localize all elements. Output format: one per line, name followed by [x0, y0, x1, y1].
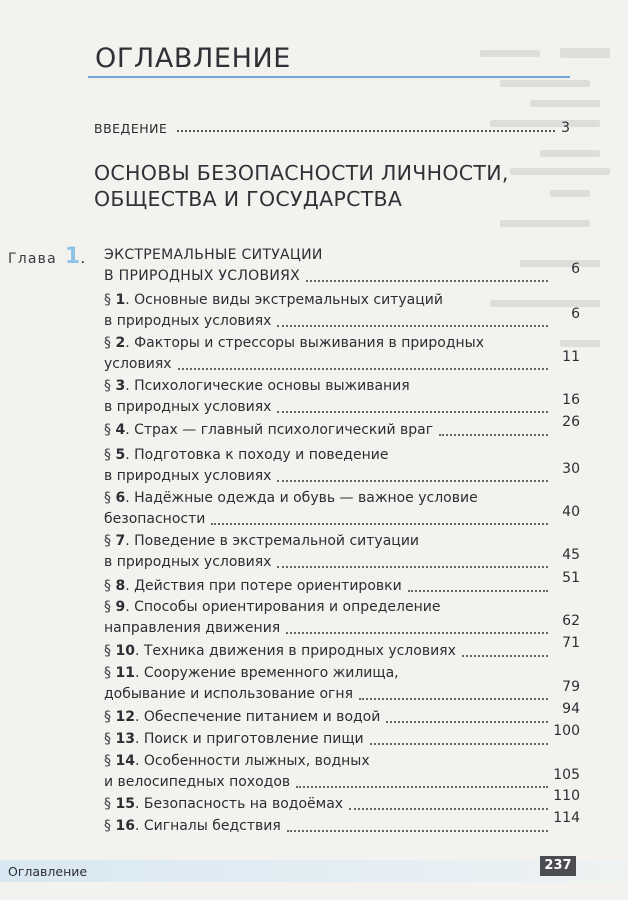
- paragraph-title-line: § 12. Обеспечение питанием и водой: [104, 709, 381, 725]
- dot-leader: [296, 786, 548, 788]
- section-sign: §: [104, 796, 111, 812]
- dot-leader: [211, 523, 548, 525]
- paragraph-page: 45: [562, 547, 580, 563]
- paragraph-title-line-1: § 5. Подготовка к походу и поведение: [104, 447, 389, 463]
- chapter-label: [8, 244, 85, 269]
- chapter-page: 6: [571, 261, 580, 277]
- paragraph-page: 11: [562, 349, 580, 365]
- paragraph-title-line-1: § 7. Поведение в экстремальной ситуации: [104, 533, 420, 549]
- paragraph-title-text: Основные виды экстремальных ситуаций: [134, 292, 443, 308]
- intro-label: ВВЕДЕНИЕ: [94, 121, 168, 136]
- dot-leader: [408, 590, 548, 592]
- section-sign: §: [104, 731, 111, 747]
- toc-paragraph-entry[interactable]: [104, 635, 580, 662]
- section-title: [94, 160, 509, 212]
- dot-leader: [287, 830, 548, 832]
- paragraph-page: 71: [562, 635, 580, 651]
- paragraph-number: 1: [115, 292, 126, 308]
- paragraph-page: 114: [553, 810, 580, 826]
- paragraph-page: 6: [571, 306, 580, 322]
- paragraph-title-line: § 4. Страх — главный психологический враг: [104, 422, 434, 438]
- chapter-dot: .: [80, 248, 86, 267]
- heading-rule: [88, 38, 570, 78]
- paragraph-title-text: Поведение в экстремальной ситуации: [134, 533, 420, 549]
- paragraph-title-text: Безопасность на водоёмах: [143, 796, 344, 812]
- section-sign: §: [104, 490, 111, 506]
- paragraph-title-line-1: § 11. Сооружение временного жилища,: [104, 665, 399, 681]
- paragraph-page: 62: [562, 613, 580, 629]
- paragraph-page: 26: [562, 414, 580, 430]
- paragraph-title-text: Обеспечение питанием и водой: [143, 709, 381, 725]
- paragraph-title-line-2: условиях: [104, 356, 172, 372]
- paragraph-page: 79: [562, 679, 580, 695]
- dot-leader: [462, 655, 548, 657]
- paragraph-title-text: Особенности лыжных, водных: [143, 753, 370, 769]
- page-title: ОГЛАВЛЕНИЕ: [95, 43, 291, 74]
- paragraph-title-line-1: § 2. Факторы и стрессоры выживания в природных: [104, 335, 484, 351]
- paragraph-page: 105: [553, 767, 580, 783]
- paragraph-title-text: Страх — главный психологический враг: [134, 422, 434, 438]
- toc-paragraph-entry[interactable]: [104, 488, 580, 530]
- section-sign: §: [104, 533, 111, 549]
- paragraph-title-text: Поиск и приготовление пищи: [143, 731, 364, 747]
- paragraph-number: 11: [115, 665, 135, 681]
- paragraph-title-line-2: в природных условиях: [104, 399, 272, 415]
- toc-paragraph-entry[interactable]: [104, 788, 580, 815]
- paragraph-title-line-2: добывание и использование огня: [104, 686, 353, 702]
- paragraph-title-line: § 16. Сигналы бедствия: [104, 818, 281, 834]
- dot-leader: [277, 480, 548, 482]
- section-sign: §: [104, 447, 111, 463]
- paragraph-title-line-1: § 14. Особенности лыжных, водных: [104, 753, 370, 769]
- toc-paragraph-entry[interactable]: [104, 290, 580, 332]
- chapter-title-line-1: ЭКСТРЕМАЛЬНЫЕ СИТУАЦИИ: [104, 247, 323, 263]
- paragraph-title-text: Техника движения в природных условиях: [143, 643, 456, 659]
- toc-paragraph-entry[interactable]: [104, 810, 580, 837]
- paragraph-number: 5: [115, 447, 126, 463]
- chapter-title-line-2: В ПРИРОДНЫХ УСЛОВИЯХ: [104, 268, 301, 284]
- paragraph-title-text: Подготовка к походу и поведение: [134, 447, 389, 463]
- footer-bar: [0, 860, 628, 882]
- paragraph-title-text: Сооружение временного жилища,: [143, 665, 399, 681]
- footer-label: Оглавление: [8, 864, 88, 879]
- paragraph-title-line-2: безопасности: [104, 511, 206, 527]
- dot-leader: [277, 566, 548, 568]
- paragraph-title-line-1: § 9. Способы ориентирования и определение: [104, 599, 441, 615]
- dot-leader: [359, 698, 548, 700]
- paragraph-page: 40: [562, 504, 580, 520]
- paragraph-title-text: Способы ориентирования и определение: [134, 599, 441, 615]
- section-sign: §: [104, 335, 111, 351]
- paragraph-number: 12: [115, 709, 135, 725]
- toc-paragraph-entry[interactable]: [104, 376, 580, 418]
- paragraph-number: 16: [115, 818, 135, 834]
- paragraph-number: 2: [115, 335, 126, 351]
- dot-leader: [306, 280, 548, 282]
- paragraph-page: 51: [562, 570, 580, 586]
- paragraph-title-line-2: в природных условиях: [104, 554, 272, 570]
- paragraph-title-line: § 8. Действия при потере ориентировки: [104, 578, 402, 594]
- paragraph-number: 4: [115, 422, 126, 438]
- paragraph-title-line-1: § 3. Психологические основы выживания: [104, 378, 410, 394]
- dot-leader: [177, 130, 555, 132]
- paragraph-title-line: § 13. Поиск и приготовление пищи: [104, 731, 364, 747]
- toc-paragraph-entry[interactable]: [104, 701, 580, 728]
- toc-intro-entry[interactable]: [94, 116, 570, 136]
- paragraph-number: 6: [115, 490, 126, 506]
- paragraph-number: 9: [115, 599, 126, 615]
- section-sign: §: [104, 578, 111, 594]
- paragraph-title-line-2: направления движения: [104, 620, 281, 636]
- section-sign: §: [104, 378, 111, 394]
- toc-paragraph-entry[interactable]: [104, 333, 580, 375]
- paragraph-page: 30: [562, 461, 580, 477]
- paragraph-number: 15: [115, 796, 135, 812]
- dot-leader: [349, 808, 548, 810]
- paragraph-number: 7: [115, 533, 126, 549]
- toc-paragraph-entry[interactable]: [104, 723, 580, 750]
- toc-paragraph-entry[interactable]: [104, 445, 580, 487]
- toc-chapter-entry[interactable]: [104, 245, 580, 287]
- paragraph-title-line-2: в природных условиях: [104, 468, 272, 484]
- dot-leader: [370, 743, 548, 745]
- section-sign: §: [104, 643, 111, 659]
- paragraph-title-line-2: и велосипедных походов: [104, 774, 291, 790]
- paragraph-number: 3: [115, 378, 126, 394]
- paragraph-title-text: Психологические основы выживания: [134, 378, 410, 394]
- paragraph-number: 13: [115, 731, 135, 747]
- paragraph-title-line-1: § 6. Надёжные одежда и обувь — важное условие: [104, 490, 478, 506]
- section-sign: §: [104, 818, 111, 834]
- section-sign: §: [104, 709, 111, 725]
- section-sign: §: [104, 422, 111, 438]
- section-sign: §: [104, 599, 111, 615]
- intro-page: 3: [561, 120, 570, 136]
- section-title-line-1: ОСНОВЫ БЕЗОПАСНОСТИ ЛИЧНОСТИ,: [94, 161, 509, 185]
- section-sign: §: [104, 753, 111, 769]
- paragraph-page: 16: [562, 392, 580, 408]
- toc-paragraph-entry[interactable]: [104, 751, 580, 793]
- toc-paragraph-entry[interactable]: [104, 531, 580, 573]
- paragraph-title-text: Факторы и стрессоры выживания в природных: [134, 335, 484, 351]
- toc-paragraph-entry[interactable]: [104, 597, 580, 639]
- dot-leader: [277, 411, 548, 413]
- dot-leader: [286, 632, 548, 634]
- toc-paragraph-entry[interactable]: [104, 570, 580, 597]
- paragraph-title-text: Надёжные одежда и обувь — важное условие: [134, 490, 478, 506]
- footer-page-number: 237: [540, 856, 576, 876]
- toc-paragraph-entry[interactable]: [104, 414, 580, 441]
- section-sign: §: [104, 665, 111, 681]
- paragraph-title-line-2: в природных условиях: [104, 313, 272, 329]
- paragraph-page: 110: [553, 788, 580, 804]
- paragraph-page: 100: [553, 723, 580, 739]
- paragraph-number: 10: [115, 643, 135, 659]
- dot-leader: [439, 434, 548, 436]
- paragraph-title-line-1: § 1. Основные виды экстремальных ситуаций: [104, 292, 443, 308]
- section-sign: §: [104, 292, 111, 308]
- toc-paragraph-entry[interactable]: [104, 663, 580, 705]
- section-title-line-2: ОБЩЕСТВА И ГОСУДАРСТВА: [94, 187, 403, 211]
- chapter-word: Глава: [8, 251, 57, 267]
- dot-leader: [178, 368, 548, 370]
- dot-leader: [386, 721, 548, 723]
- chapter-number: 1: [64, 244, 81, 269]
- paragraph-number: 8: [115, 578, 126, 594]
- paragraph-number: 14: [115, 753, 135, 769]
- paragraph-page: 94: [562, 701, 580, 717]
- paragraph-title-line: § 10. Техника движения в природных условиях: [104, 643, 456, 659]
- paragraph-title-text: Сигналы бедствия: [143, 818, 281, 834]
- dot-leader: [277, 325, 548, 327]
- paragraph-title-line: § 15. Безопасность на водоёмах: [104, 796, 344, 812]
- paragraph-title-text: Действия при потере ориентировки: [134, 578, 402, 594]
